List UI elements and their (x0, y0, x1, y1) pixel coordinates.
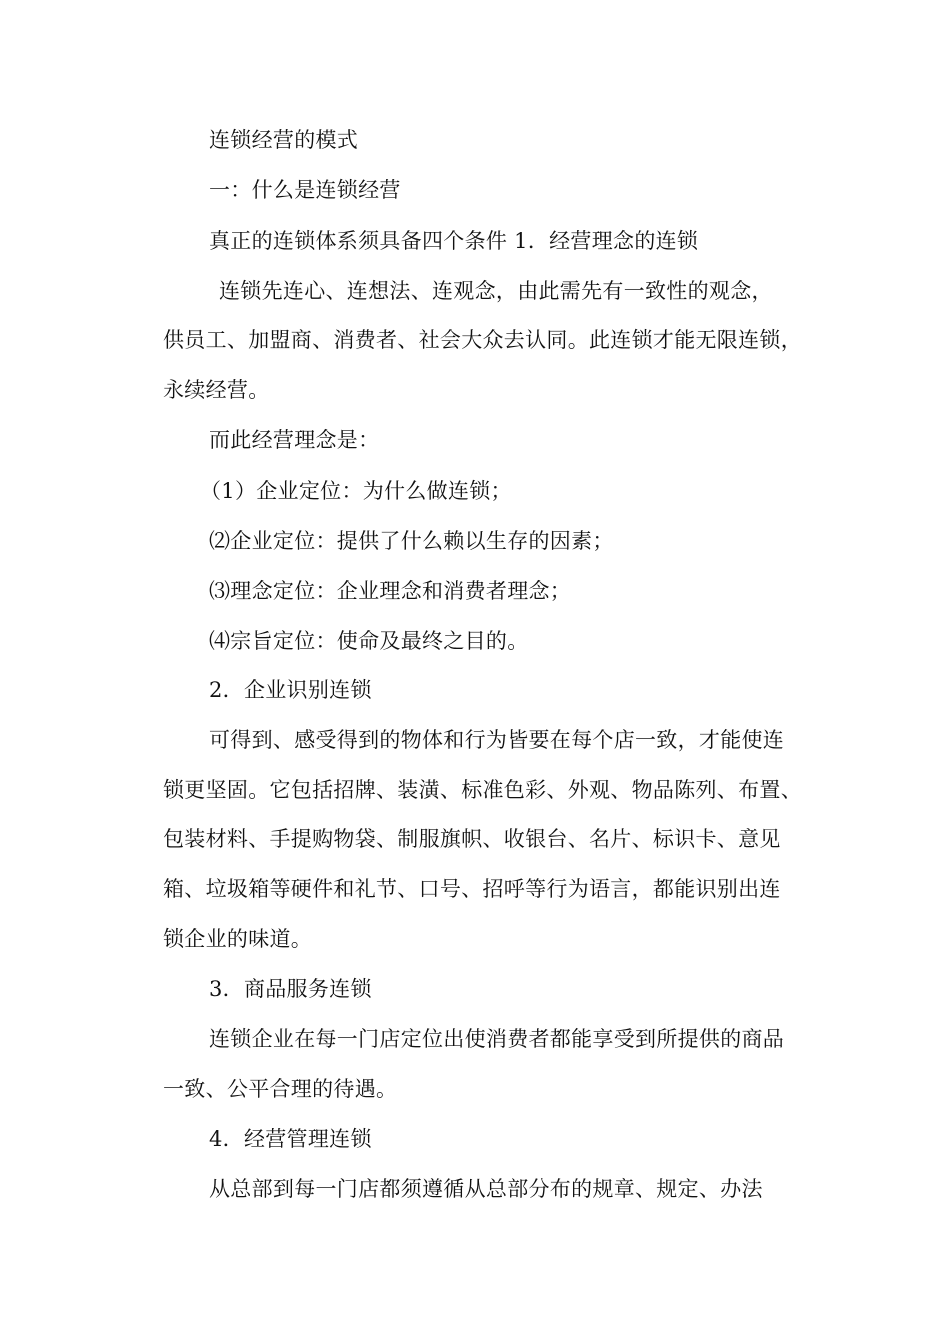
intro-paragraph: 真正的连锁体系须具备四个条件 1．经营理念的连锁 (209, 229, 699, 253)
paragraph-3-line-1: 连锁企业在每一门店定位出使消费者都能享受到所提供的商品 (209, 1027, 785, 1051)
paragraph-2-line-5: 锁企业的味道。 (163, 927, 313, 951)
section-heading-1: 一：什么是连锁经营 (209, 178, 401, 202)
paragraph-1-line-2: 供员工、加盟商、消费者、社会大众去认同。此连锁才能无限连锁， (163, 328, 802, 352)
section-heading-2: 2．企业识别连锁 (209, 678, 372, 702)
paragraph-1-line-1: 连锁先连心、连想法、连观念，由此需先有一致性的观念， (219, 279, 773, 303)
paragraph-3-line-2: 一致、公平合理的待遇。 (163, 1077, 398, 1101)
paragraph-2-line-1: 可得到、感受得到的物体和行为皆要在每个店一致，才能使连 (209, 728, 785, 752)
concept-item-1: （1）企业定位：为什么做连锁； (200, 479, 512, 503)
paragraph-2-line-2: 锁更坚固。它包括招牌、装潢、标准色彩、外观、物品陈列、布置、 (163, 778, 802, 802)
section-heading-4: 4．经营管理连锁 (209, 1127, 372, 1151)
paragraph-2-line-3: 包装材料、手提购物袋、制服旗帜、收银台、名片、标识卡、意见 (163, 827, 781, 851)
section-heading-3: 3．商品服务连锁 (209, 977, 372, 1001)
concept-item-4: ⑷宗旨定位：使命及最终之目的。 (209, 629, 529, 653)
concept-item-3: ⑶理念定位：企业理念和消费者理念； (209, 579, 572, 603)
paragraph-2-line-4: 箱、垃圾箱等硬件和礼节、口号、招呼等行为语言，都能识别出连 (163, 877, 781, 901)
concept-intro: 而此经营理念是： (209, 428, 380, 452)
concept-item-2: ⑵企业定位：提供了什么赖以生存的因素； (209, 529, 614, 553)
paragraph-1-line-3: 永续经营。 (163, 378, 270, 402)
paragraph-4-line-1: 从总部到每一门店都须遵循从总部分布的规章、规定、办法 (209, 1177, 763, 1201)
document-title: 连锁经营的模式 (209, 128, 359, 152)
